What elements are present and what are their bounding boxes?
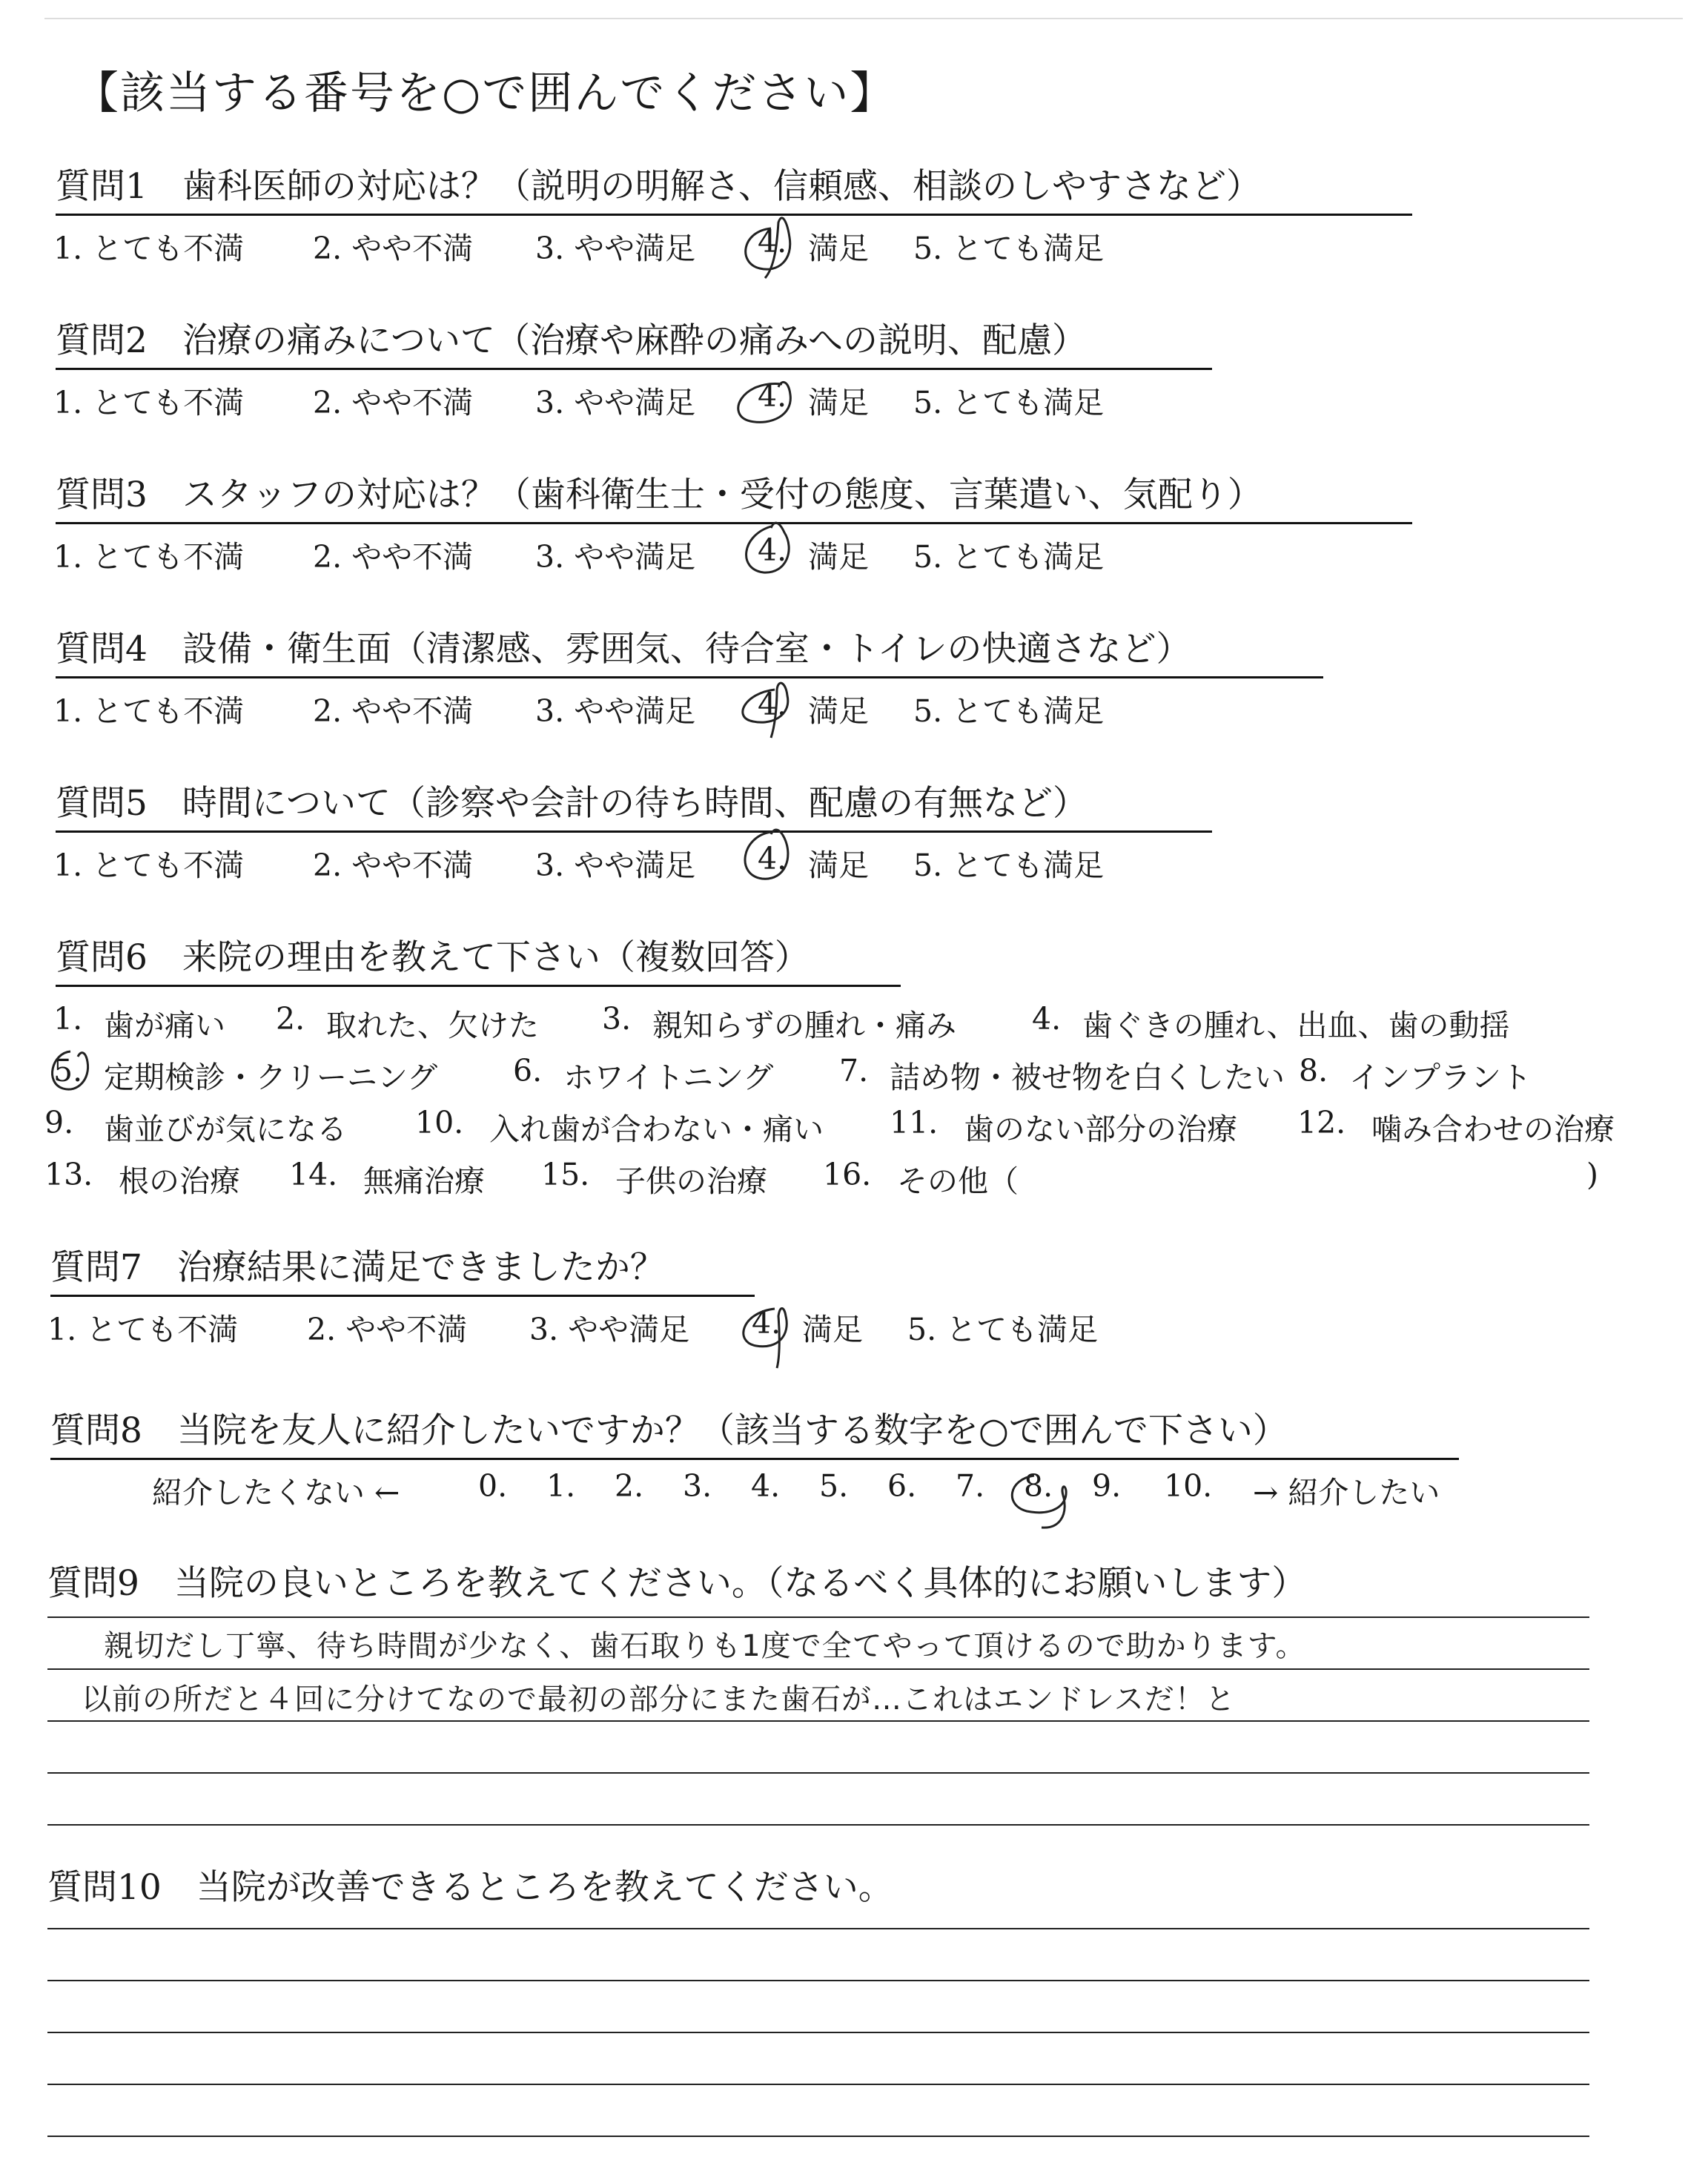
reason-8[interactable]: インプラント [1349,1060,1532,1095]
reason-10-num[interactable]: 10. [415,1105,464,1140]
reason-13[interactable]: 根の治療 [119,1163,240,1199]
reason-1[interactable]: 歯が痛い [104,1008,225,1043]
q1-circle-mark [746,218,790,278]
reason-9-num[interactable]: 9. [44,1105,74,1140]
option-2[interactable]: 2. やや不満 [313,231,474,266]
option-4-label: 満足 [808,848,869,883]
reason-9[interactable]: 歯並びが気になる [104,1112,347,1147]
option-5[interactable]: 5. とても満足 [913,231,1105,266]
option-4-label: 満足 [808,539,869,575]
scale-1[interactable]: 1. [546,1468,576,1504]
reason-12-num[interactable]: 12. [1297,1105,1346,1140]
q2-circle-mark [738,382,791,422]
reason-7[interactable]: 詰め物・被せ物を白くしたい [890,1060,1285,1095]
q10-title: 質問10 当院が改善できるところを教えてください。 [47,1867,893,1908]
reason-16-close-paren: ) [1586,1157,1598,1192]
option-4-label: 満足 [802,1312,863,1347]
q8-title: 質問8 当院を友人に紹介したいですか？（該当する数字を○で囲んで下さい） [50,1410,1288,1451]
option-2[interactable]: 2. やや不満 [313,385,474,420]
option-4[interactable]: 4. [758,378,787,414]
reason-8-num[interactable]: 8. [1299,1053,1328,1089]
scale-9[interactable]: 9. [1092,1468,1122,1504]
scale-4[interactable]: 4. [751,1468,781,1504]
q2-title: 質問2 治療の痛みについて（治療や麻酔の痛みへの説明、配慮） [56,320,1088,361]
reason-12[interactable]: 噛み合わせの治療 [1371,1112,1615,1147]
option-3[interactable]: 3. やや満足 [529,1312,690,1347]
q4-title: 質問4 設備・衛生面（清潔感、雰囲気、待合室・トイレの快適さなど） [56,629,1191,670]
option-5[interactable]: 5. とても満足 [913,539,1105,575]
scale-8[interactable]: 8. [1024,1468,1053,1504]
q6-reason5-circle-mark [53,1051,88,1089]
reason-4-num[interactable]: 4. [1032,1001,1062,1037]
q3-title: 質問3 スタッフの対応は？（歯科衛生士・受付の態度、言葉遣い、気配り） [56,475,1262,515]
option-1[interactable]: 1. とても不満 [53,693,245,729]
q9-answer-line-2[interactable]: 以前の所だと４回に分けてなので最初の部分にまた歯石が…これはエンドレスだ！と [82,1682,1236,1717]
option-5[interactable]: 5. とても満足 [913,385,1105,420]
reason-1-num[interactable]: 1. [53,1001,83,1037]
reason-15-num[interactable]: 15. [541,1157,590,1192]
option-4[interactable]: 4. [752,1305,781,1341]
option-5[interactable]: 5. とても満足 [913,693,1105,729]
reason-14[interactable]: 無痛治療 [363,1163,485,1199]
reason-2-num[interactable]: 2. [276,1001,305,1037]
reason-15[interactable]: 子供の治療 [615,1163,767,1199]
reason-2[interactable]: 取れた、欠けた [326,1008,539,1043]
option-3[interactable]: 3. やや満足 [535,385,696,420]
reason-11-num[interactable]: 11. [890,1105,939,1140]
q7-title: 質問7 治療結果に満足できましたか？ [50,1247,665,1288]
option-4-label: 満足 [808,231,869,266]
reason-5[interactable]: 定期検診・クリーニング [104,1060,438,1095]
q9-title: 質問9 当院の良いところを教えてください。（なるべく具体的にお願いします） [47,1563,1307,1604]
scale-10[interactable]: 10. [1164,1468,1213,1504]
option-4[interactable]: 4. [758,687,787,722]
reason-3[interactable]: 親知らずの腫れ・痛み [652,1008,956,1043]
reason-16-num[interactable]: 16. [823,1157,872,1192]
q9-answer-line-1[interactable]: 親切だし丁寧、待ち時間が少なく、歯石取りも1度で全てやって頂けるので助かります。 [104,1629,1306,1663]
page-heading: 【該当する番号を○で囲んでください】 [74,67,896,119]
option-4[interactable]: 4. [758,841,787,876]
q7-circle-mark [744,1308,787,1368]
reason-11[interactable]: 歯のない部分の治療 [964,1112,1237,1147]
option-3[interactable]: 3. やや満足 [535,231,696,266]
q8-right-label: → 紹介したい [1253,1475,1440,1510]
q4-circle-mark [743,683,788,738]
q1-title: 質問1 歯科医師の対応は？（説明の明解さ、信頼感、相談のしやすさなど） [56,166,1262,207]
scale-7[interactable]: 7. [956,1468,985,1504]
option-4[interactable]: 4. [758,532,787,568]
option-3[interactable]: 3. やや満足 [535,848,696,883]
reason-16[interactable]: その他（ [897,1163,1019,1199]
reason-3-num[interactable]: 3. [602,1001,632,1037]
scale-0[interactable]: 0. [478,1468,508,1504]
option-5[interactable]: 5. とても満足 [913,848,1105,883]
option-2[interactable]: 2. やや不満 [313,848,474,883]
option-1[interactable]: 1. とても不満 [53,385,245,420]
option-3[interactable]: 3. やや満足 [535,539,696,575]
option-4[interactable]: 4. [758,224,787,260]
option-1[interactable]: 1. とても不満 [53,231,245,266]
scale-2[interactable]: 2. [615,1468,644,1504]
option-1[interactable]: 1. とても不満 [53,848,245,883]
q5-title: 質問5 時間について（診察や会計の待ち時間、配慮の有無など） [56,783,1088,824]
scale-3[interactable]: 3. [683,1468,712,1504]
q6-title: 質問6 来院の理由を教えて下さい（複数回答） [56,937,810,978]
reason-7-num[interactable]: 7. [839,1053,869,1089]
reason-13-num[interactable]: 13. [44,1157,93,1192]
option-1[interactable]: 1. とても不満 [47,1312,239,1347]
scale-5[interactable]: 5. [819,1468,849,1504]
q5-circle-mark [745,830,788,879]
option-1[interactable]: 1. とても不満 [53,539,245,575]
option-5[interactable]: 5. とても満足 [907,1312,1099,1347]
reason-14-num[interactable]: 14. [289,1157,338,1192]
q8-circle-mark [1012,1476,1066,1527]
q8-left-label: 紹介したくない ← [152,1475,400,1510]
option-4-label: 満足 [808,385,869,420]
option-2[interactable]: 2. やや不満 [313,539,474,575]
q3-circle-mark [747,523,790,572]
option-2[interactable]: 2. やや不満 [313,693,474,729]
reason-4[interactable]: 歯ぐきの腫れ、出血、歯の動揺 [1082,1008,1510,1043]
option-2[interactable]: 2. やや不満 [307,1312,468,1347]
reason-5-num[interactable]: 5. [53,1053,83,1089]
option-4-label: 満足 [808,693,869,729]
reason-6-num[interactable]: 6. [513,1053,543,1089]
reason-10[interactable]: 入れ歯が合わない・痛い [489,1112,824,1147]
scale-6[interactable]: 6. [887,1468,917,1504]
reason-6[interactable]: ホワイトニング [563,1060,774,1095]
option-3[interactable]: 3. やや満足 [535,693,696,729]
